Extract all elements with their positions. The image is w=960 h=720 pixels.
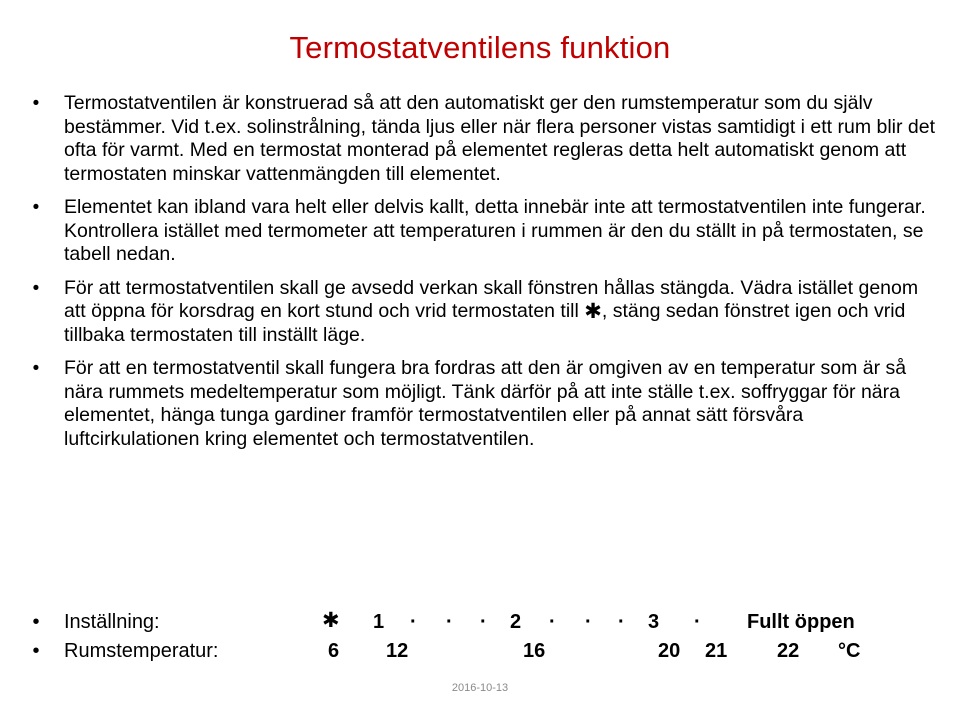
setting-value: · <box>694 611 701 633</box>
temp-unit: °C <box>838 640 861 662</box>
temp-value: 12 <box>386 640 409 662</box>
bullet-item <box>28 357 943 451</box>
temp-value: 20 <box>658 640 681 662</box>
settings-table <box>28 608 943 666</box>
paragraph-text: Termostatventilen är konstruerad så att den automatiskt ger den rumstemperatur som du själv bestämmer. Vid t.ex. solinstrålning, tända ljus eller när flera personer vistas samtidigt i ett rum blir det ofta för varmt. Med en termostat monterad på elementet regleras detta helt automatiskt genom att termostaten minskar vattenmängden till elementet. <box>64 92 936 185</box>
setting-value: · <box>549 611 556 633</box>
setting-value: 1 <box>373 611 385 633</box>
temp-value: 16 <box>523 640 546 662</box>
bullet-dot: • <box>32 93 40 114</box>
settings-row <box>28 608 943 637</box>
bullet-dot: • <box>32 611 40 633</box>
setting-value: · <box>410 611 417 633</box>
slide-title: Termostatventilens funktion <box>289 30 671 65</box>
settings-label: Inställning: <box>64 611 160 633</box>
setting-value: 3 <box>648 611 660 633</box>
snowflake-icon: ✱ <box>584 300 602 323</box>
footer-date: 2016-10-13 <box>451 682 509 694</box>
paragraph-text: För att termostatventilen skall ge avsedd verkan skall fönstren hållas stängda. Vädra istället genom att öppna för korsdrag en kort stund och vrid termostaten till <box>64 276 919 322</box>
setting-value: · <box>446 611 453 633</box>
bullet-dot: • <box>32 197 40 218</box>
temp-value: 22 <box>777 640 800 662</box>
paragraph-text: Elementet kan ibland vara helt eller delvis kallt, detta innebär inte att termostatventilen inte fungerar. Kontrollera istället med termometer att temperaturen i rummen är den du ställt in på termostaten, se tabell nedan. <box>64 196 926 265</box>
bullet-item <box>28 277 943 348</box>
bullet-dot: • <box>32 640 40 662</box>
paragraph-text: , stäng sedan fönstret igen och vrid tillbaka termostaten till inställt läge. <box>64 300 906 346</box>
paragraph-text: För att en termostatventil skall fungera bra fordras att den är omgiven av en temperatur som är så nära rummets medeltemperatur som möjligt. Tänk därför på att inte ställe t.ex. soffryggar för nära elementet, hänga tunga gardiner framför termostatventilen eller på annat sätt försvåra luftcirkulationen kring elementet och termostatventilen. <box>64 357 907 450</box>
snowflake-icon: ✱ <box>322 609 340 632</box>
temp-value: 6 <box>328 640 340 662</box>
setting-value: Fullt öppen <box>747 611 855 633</box>
bullet-dot: • <box>32 277 40 299</box>
setting-value: · <box>585 611 592 633</box>
bullet-item <box>28 92 943 186</box>
bullet-dot: • <box>32 358 40 379</box>
temp-value: 21 <box>705 640 728 662</box>
setting-value: · <box>480 611 487 633</box>
room-temp-label: Rumstemperatur: <box>64 640 219 662</box>
setting-value: 2 <box>510 611 522 633</box>
setting-value: · <box>618 611 625 633</box>
room-temp-row <box>28 637 943 666</box>
bullet-list <box>28 92 943 461</box>
bullet-item <box>28 196 943 267</box>
